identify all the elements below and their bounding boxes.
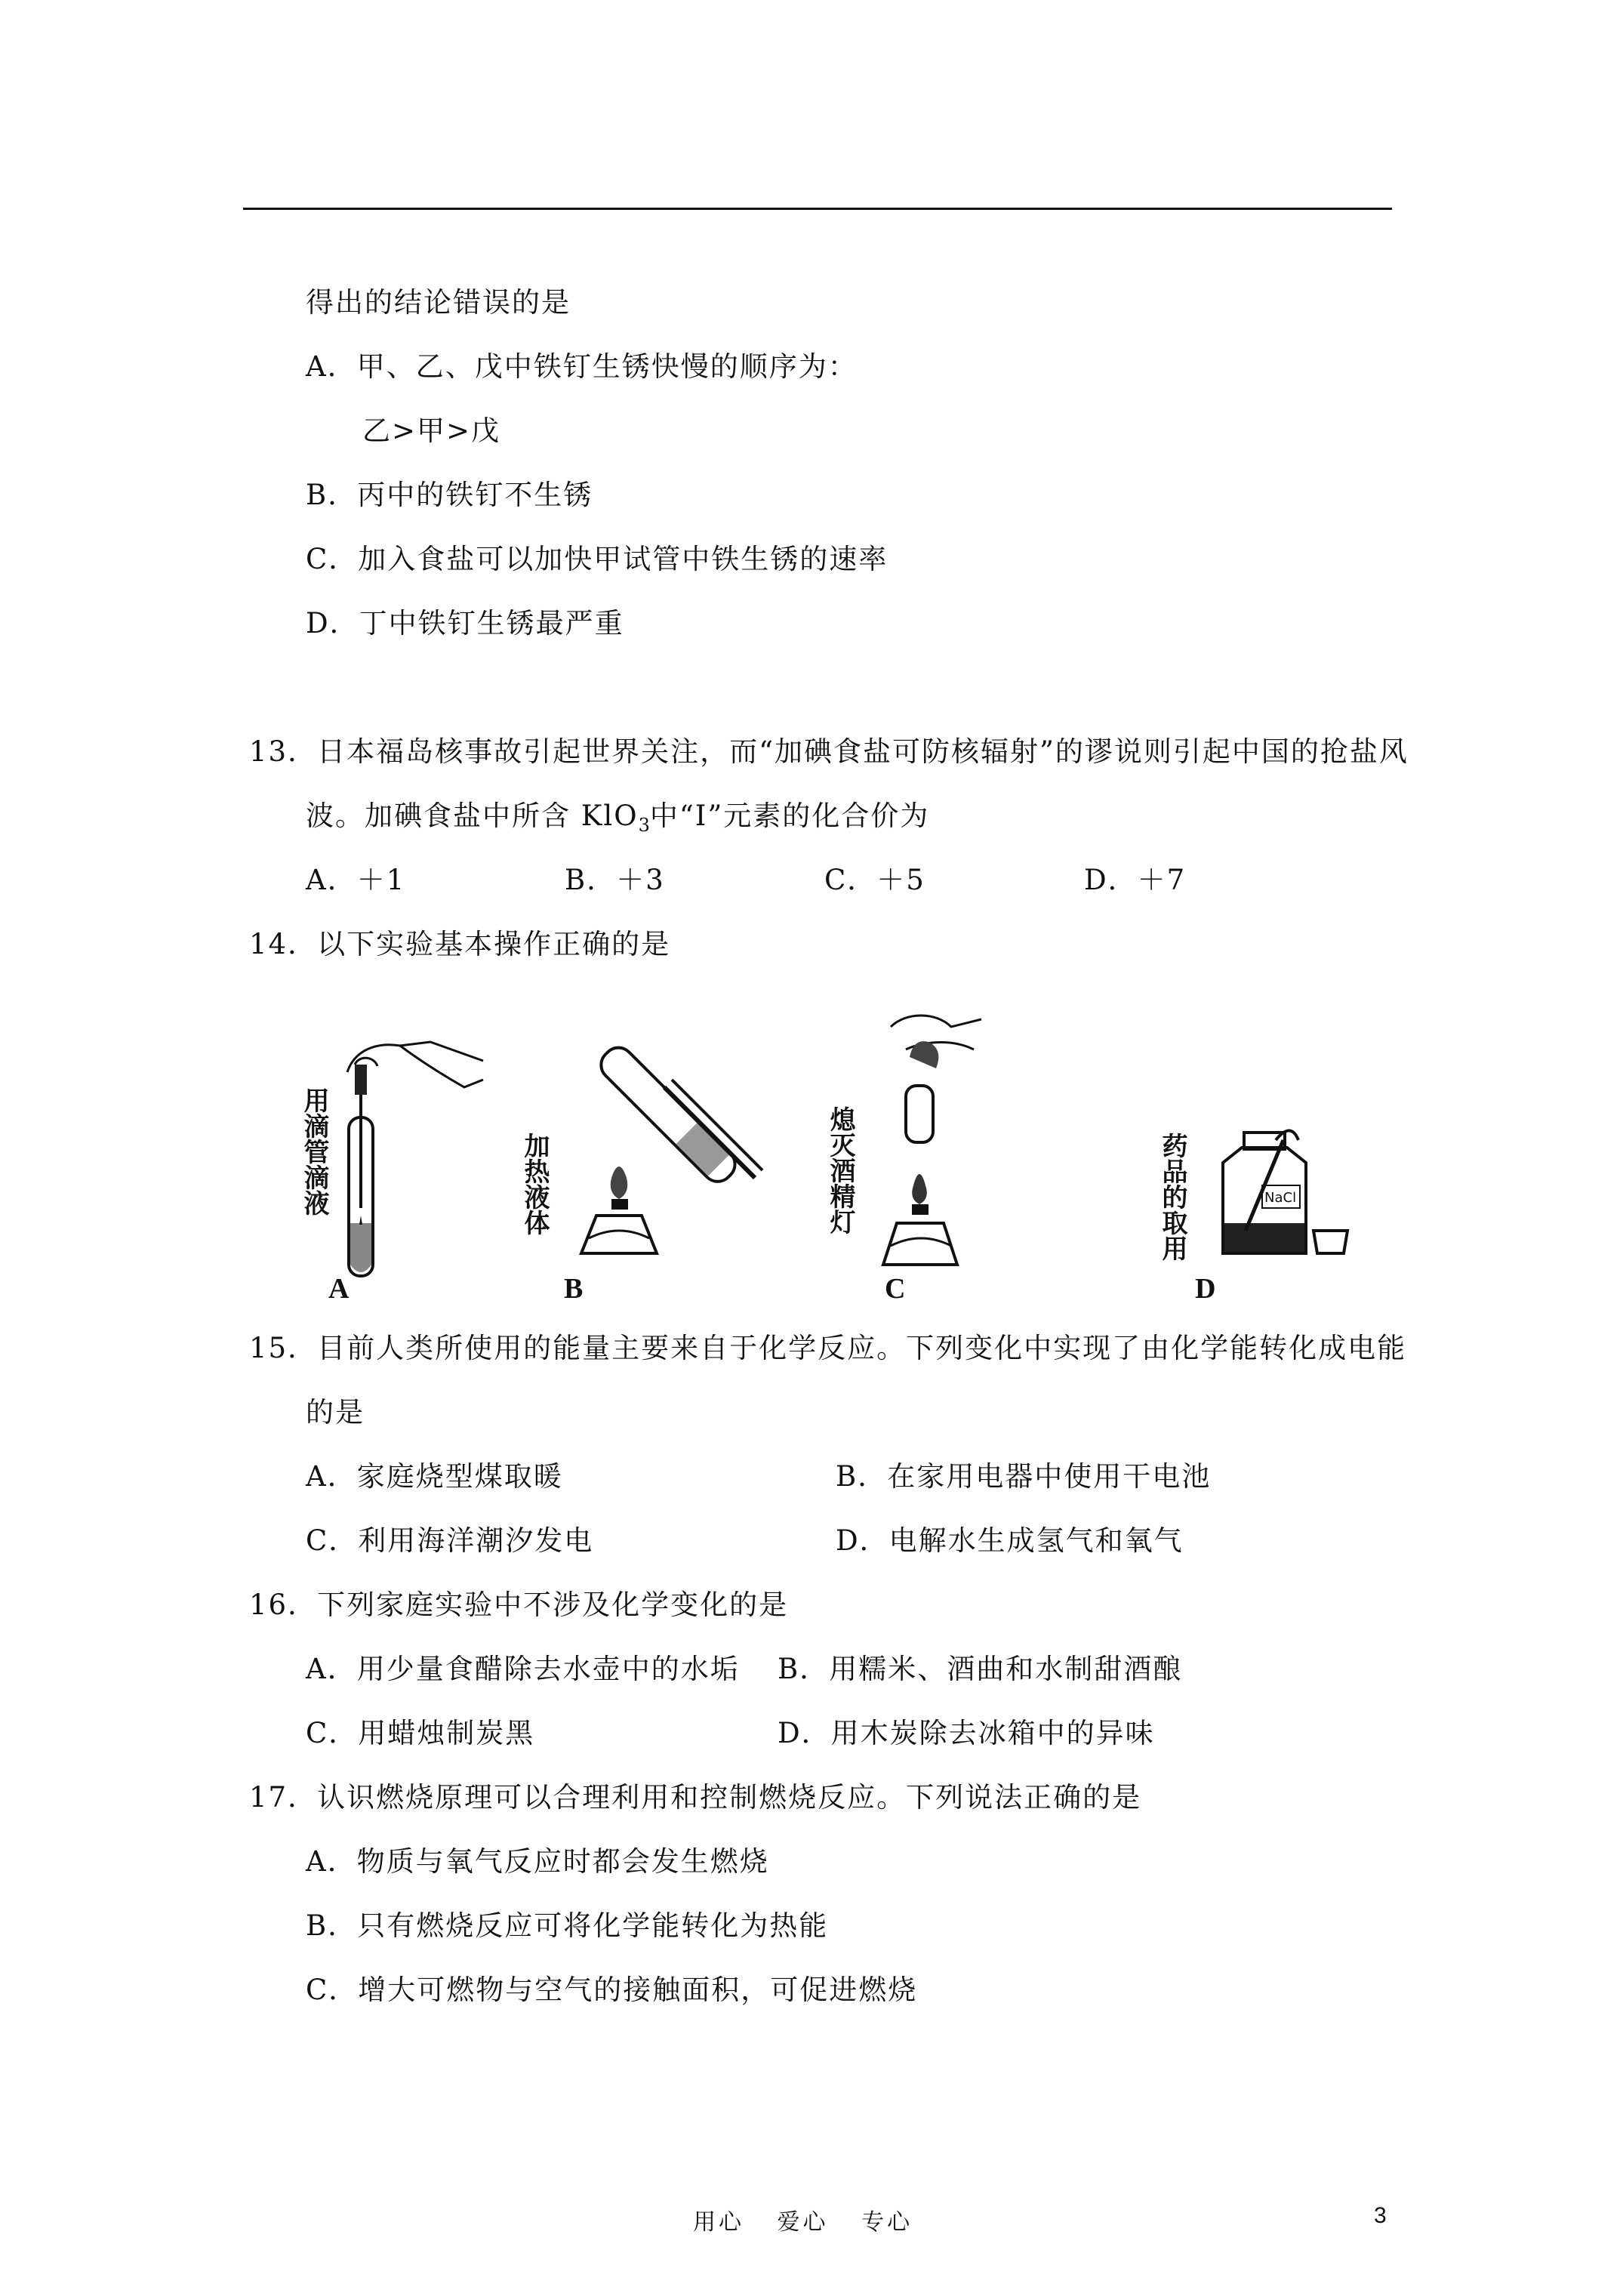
q16-option-b: B．用糯米、酒曲和水制甜酒酿 xyxy=(778,1653,1183,1685)
q16-option-a: A．用少量食醋除去水壶中的水垢 xyxy=(306,1653,740,1685)
q13-option-a: A．＋1 xyxy=(306,864,406,896)
figure-d-caption: 药品的取用 xyxy=(1157,1133,1187,1261)
q13-option-d: D．＋7 xyxy=(1084,864,1187,896)
q12-option-b: B．丙中的铁钉不生锈 xyxy=(306,479,593,511)
figure-a-dropper-illustration xyxy=(332,1027,491,1299)
q13-option-c: C．＋5 xyxy=(824,864,925,896)
q15-stem-line2: 的是 xyxy=(306,1396,365,1428)
q15-option-b: B．在家用电器中使用干电池 xyxy=(836,1460,1212,1493)
figure-d-reagent-illustration xyxy=(1200,1117,1351,1268)
q12-option-c: C．加入食盐可以加快甲试管中铁生锈的速率 xyxy=(306,543,888,575)
q13-stem-line1: 13．日本福岛核事故引起世界关注，而“加碘食盐可防核辐射”的谬说则引起中国的抢盐风 xyxy=(249,735,1409,768)
figure-c-caption: 熄灭酒精灯 xyxy=(825,1106,855,1234)
q16-option-c: C．用蜡烛制炭黑 xyxy=(306,1717,535,1749)
q12-option-a-order: 乙>甲>戊 xyxy=(362,415,501,447)
q14-stem: 14．以下实验基本操作正确的是 xyxy=(249,928,671,960)
footer-motto: 用心 爱心 专心 xyxy=(693,2209,913,2236)
q13-option-b: B．＋3 xyxy=(565,864,665,896)
q16-option-d: D．用木炭除去冰箱中的异味 xyxy=(778,1717,1155,1749)
figure-a-caption: 用滴管滴液 xyxy=(299,1087,329,1216)
page-number: 3 xyxy=(1374,2203,1387,2228)
q15-option-c: C．利用海洋潮汐发电 xyxy=(306,1524,594,1557)
figure-d-letter: D xyxy=(1195,1273,1216,1305)
q15-option-d: D．电解水生成氢气和氧气 xyxy=(836,1524,1184,1557)
figure-b-caption: 加热液体 xyxy=(519,1133,550,1235)
figure-a-letter: A xyxy=(328,1273,350,1305)
q17-option-c: C．增大可燃物与空气的接触面积，可促进燃烧 xyxy=(306,1974,918,2006)
figure-b-letter: B xyxy=(564,1273,584,1305)
q17-option-b: B．只有燃烧反应可将化学能转化为热能 xyxy=(306,1909,829,1942)
figure-c-letter: C xyxy=(885,1273,906,1305)
figure-b-heating-illustration xyxy=(559,997,770,1284)
figure-c-lamp-illustration xyxy=(861,997,996,1284)
q16-stem: 16．下列家庭实验中不涉及化学变化的是 xyxy=(249,1589,789,1621)
q15-option-a: A．家庭烧型煤取暖 xyxy=(306,1460,563,1493)
q12-stem-tail: 得出的结论错误的是 xyxy=(306,286,571,319)
q17-stem: 17．认识燃烧原理可以合理利用和控制燃烧反应。下列说法正确的是 xyxy=(249,1781,1142,1814)
svg-text:NaCl: NaCl xyxy=(1264,1190,1297,1206)
header-rule xyxy=(243,208,1392,210)
q17-option-a: A．物质与氧气反应时都会发生燃烧 xyxy=(306,1845,769,1878)
q12-option-d: D．丁中铁钉生锈最严重 xyxy=(306,607,624,639)
q12-option-a: A．甲、乙、戊中铁钉生锈快慢的顺序为： xyxy=(306,350,858,383)
q13-stem-line2: 波。加碘食盐中所含 KlO$_3$中“I”元素的化合价为 xyxy=(306,800,930,836)
q15-stem-line1: 15．目前人类所使用的能量主要来自于化学反应。下列变化中实现了由化学能转化成电能 xyxy=(249,1332,1407,1364)
